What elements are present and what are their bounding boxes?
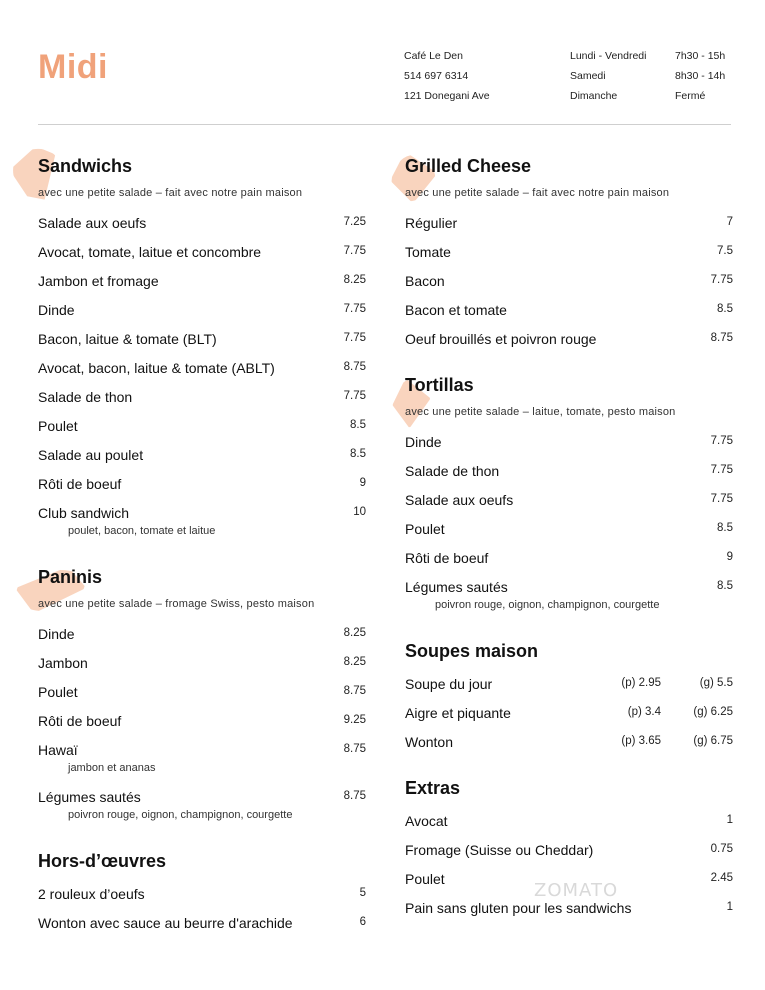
- menu-item-price: 7.75: [343, 390, 366, 402]
- menu-item-price: 5: [359, 887, 366, 899]
- menu-item-price: 7.75: [343, 303, 366, 315]
- soup-large-price: (g) 6.75: [693, 735, 733, 747]
- menu-item: [38, 713, 366, 742]
- section-title: Sandwichs: [38, 156, 133, 176]
- section-tortillas: [405, 375, 733, 626]
- menu-item: [405, 734, 733, 763]
- menu-item-name: Bacon: [405, 273, 445, 289]
- menu-item-price: 8.5: [717, 303, 733, 315]
- menu-item-price: 8.25: [343, 656, 366, 668]
- menu-item-name: Poulet: [405, 871, 445, 887]
- opening-hours: [675, 46, 725, 106]
- menu-item-price: 10: [353, 506, 366, 518]
- menu-item-price: 7.75: [343, 332, 366, 344]
- hours-label: 8h30 - 14h: [675, 70, 726, 82]
- menu-item-price: 8.5: [350, 448, 366, 460]
- menu-item-name: Fromage (Suisse ou Cheddar): [405, 842, 594, 858]
- cafe-contact: [404, 46, 490, 106]
- menu-item-name: Légumes sautés: [38, 789, 141, 805]
- menu-item: [405, 521, 733, 550]
- watermark-text: ZOMATO: [534, 880, 619, 901]
- section-subtitle: avec une petite salade – fait avec notre pain maison: [38, 187, 303, 199]
- section-extras: [405, 778, 733, 929]
- menu-item-price: 7.5: [717, 245, 733, 257]
- menu-item-name: Wonton avec sauce au beurre d'arachide: [38, 915, 293, 931]
- menu-item: [405, 434, 733, 463]
- menu-item-name: Salade aux oeufs: [38, 215, 147, 231]
- menu-item-price: 8.75: [343, 743, 366, 755]
- menu-item-description: poivron rouge, oignon, champignon, courgette: [435, 599, 660, 611]
- menu-item-name: Aigre et piquante: [405, 705, 511, 721]
- menu-item-price: 7.25: [343, 216, 366, 228]
- section-soupes: [405, 641, 733, 763]
- soup-large-price: (g) 6.25: [693, 706, 733, 718]
- menu-item-price: 8.5: [350, 419, 366, 431]
- menu-item: [38, 789, 366, 836]
- menu-item-name: Régulier: [405, 215, 458, 231]
- menu-item: [38, 331, 366, 360]
- menu-item-price: 7.75: [710, 274, 733, 286]
- left-column: [38, 156, 366, 959]
- menu-item: [38, 215, 366, 244]
- menu-item-name: Rôti de boeuf: [38, 476, 122, 492]
- menu-item-name: Jambon: [38, 655, 88, 671]
- hours-label: Fermé: [675, 90, 706, 102]
- menu-item-name: Bacon et tomate: [405, 302, 507, 318]
- header-divider: [38, 124, 731, 125]
- menu-item: [38, 447, 366, 476]
- menu-item: [405, 705, 733, 734]
- menu-item-price: 7.75: [710, 464, 733, 476]
- menu-item: [405, 842, 733, 871]
- menu-item-price: 1: [726, 814, 733, 826]
- menu-item: [405, 492, 733, 521]
- menu-item: [405, 550, 733, 579]
- menu-item-name: Tomate: [405, 244, 451, 260]
- menu-item: [38, 476, 366, 505]
- cafe-phone: 514 697 6314: [404, 70, 469, 82]
- section-title: Soupes maison: [405, 641, 539, 661]
- menu-item-name: Dinde: [405, 434, 442, 450]
- menu-item: [38, 742, 366, 789]
- menu-item-name: Salade de thon: [38, 389, 133, 405]
- menu-item-name: Rôti de boeuf: [38, 713, 122, 729]
- section-title: Hors-d’œuvres: [38, 851, 167, 871]
- soup-small-price: (p) 2.95: [621, 677, 661, 689]
- menu-item-name: Pain sans gluten pour les sandwichs: [405, 900, 632, 916]
- menu-item: [405, 463, 733, 492]
- section-subtitle: avec une petite salade – laitue, tomate, pesto maison: [405, 406, 676, 418]
- menu-item-price: 9: [726, 551, 733, 563]
- menu-item-price: 8.75: [343, 685, 366, 697]
- menu-item: [38, 886, 366, 915]
- menu-item-name: Hawaï: [38, 742, 78, 758]
- menu-item: [38, 389, 366, 418]
- menu-item-name: Rôti de boeuf: [405, 550, 489, 566]
- section-title: Extras: [405, 778, 461, 798]
- menu-item-name: Avocat, tomate, laitue et concombre: [38, 244, 262, 260]
- menu-item-description: jambon et ananas: [68, 762, 156, 774]
- menu-item: [405, 813, 733, 842]
- day-label: Samedi: [570, 70, 606, 82]
- menu-item-name: Dinde: [38, 626, 75, 642]
- menu-item-name: Salade au poulet: [38, 447, 144, 463]
- menu-item-price: 7: [726, 216, 733, 228]
- menu-item-price: 8.25: [343, 627, 366, 639]
- section-grilled-cheese: [405, 156, 733, 360]
- menu-item-name: Avocat: [405, 813, 448, 829]
- section-hors-doeuvres: [38, 851, 366, 944]
- menu-item: [38, 302, 366, 331]
- menu-item-name: Légumes sautés: [405, 579, 508, 595]
- hours-label: 7h30 - 15h: [675, 50, 726, 62]
- menu-item-price: 9: [359, 477, 366, 489]
- section-title: Tortillas: [405, 375, 474, 395]
- menu-item-name: Poulet: [405, 521, 445, 537]
- opening-days: [570, 46, 646, 106]
- menu-item-name: Avocat, bacon, laitue & tomate (ABLT): [38, 360, 275, 376]
- menu-item: [405, 331, 733, 360]
- menu-item-price: 8.5: [717, 580, 733, 592]
- menu-item: [405, 215, 733, 244]
- soup-large-price: (g) 5.5: [699, 677, 733, 689]
- menu-item: [38, 915, 366, 944]
- menu-item-price: 8.5: [717, 522, 733, 534]
- section-title: Paninis: [38, 567, 103, 587]
- menu-item-name: 2 rouleux d’oeufs: [38, 886, 145, 902]
- menu-item: [38, 244, 366, 273]
- menu-item-name: Bacon, laitue & tomate (BLT): [38, 331, 217, 347]
- menu-item: [405, 676, 733, 705]
- menu-item-name: Jambon et fromage: [38, 273, 159, 289]
- menu-item: [38, 626, 366, 655]
- menu-item: [38, 655, 366, 684]
- day-label: Dimanche: [570, 90, 618, 102]
- right-column: [405, 156, 733, 944]
- menu-item-price: 8.75: [710, 332, 733, 344]
- menu-item-name: Dinde: [38, 302, 75, 318]
- page-title: Midi: [38, 48, 108, 86]
- menu-item-name: Soupe du jour: [405, 676, 493, 692]
- menu-item-name: Salade de thon: [405, 463, 500, 479]
- menu-item: [38, 273, 366, 302]
- menu-item-name: Salade aux oeufs: [405, 492, 514, 508]
- menu-item-price: 6: [359, 916, 366, 928]
- section-subtitle: avec une petite salade – fait avec notre pain maison: [405, 187, 670, 199]
- soup-small-price: (p) 3.65: [621, 735, 661, 747]
- menu-item-price: 8.75: [343, 361, 366, 373]
- menu-item: [405, 273, 733, 302]
- soup-small-price: (p) 3.4: [627, 706, 661, 718]
- menu-item-price: 2.45: [710, 872, 733, 884]
- menu-header: [38, 46, 731, 106]
- day-label: Lundi - Vendredi: [570, 50, 647, 62]
- menu-item-name: Poulet: [38, 684, 78, 700]
- menu-item: [405, 244, 733, 273]
- menu-item: [405, 579, 733, 626]
- menu-item-name: Club sandwich: [38, 505, 130, 521]
- menu-item: [405, 900, 733, 929]
- section-subtitle: avec une petite salade – fromage Swiss, pesto maison: [38, 598, 315, 610]
- menu-item-price: 8.75: [343, 790, 366, 802]
- section-paninis: [38, 567, 366, 836]
- menu-item-price: 7.75: [710, 493, 733, 505]
- menu-item-price: 9.25: [343, 714, 366, 726]
- menu-item: [38, 684, 366, 713]
- menu-item-name: Oeuf brouillés et poivron rouge: [405, 331, 597, 347]
- menu-item-price: 7.75: [343, 245, 366, 257]
- menu-item-name: Wonton: [405, 734, 453, 750]
- menu-item: [405, 302, 733, 331]
- cafe-address: 121 Donegani Ave: [404, 90, 490, 102]
- menu-item: [38, 505, 366, 552]
- menu-item-description: poivron rouge, oignon, champignon, courgette: [68, 809, 293, 821]
- menu-item: [38, 418, 366, 447]
- menu-item-price: 0.75: [710, 843, 733, 855]
- menu-item-name: Poulet: [38, 418, 78, 434]
- menu-item-description: poulet, bacon, tomate et laitue: [68, 525, 216, 537]
- menu-item-price: 1: [726, 901, 733, 913]
- menu-item-price: 7.75: [710, 435, 733, 447]
- menu-item: [38, 360, 366, 389]
- section-sandwichs: [38, 156, 366, 552]
- menu-item-price: 8.25: [343, 274, 366, 286]
- cafe-name: Café Le Den: [404, 50, 463, 62]
- section-title: Grilled Cheese: [405, 156, 532, 176]
